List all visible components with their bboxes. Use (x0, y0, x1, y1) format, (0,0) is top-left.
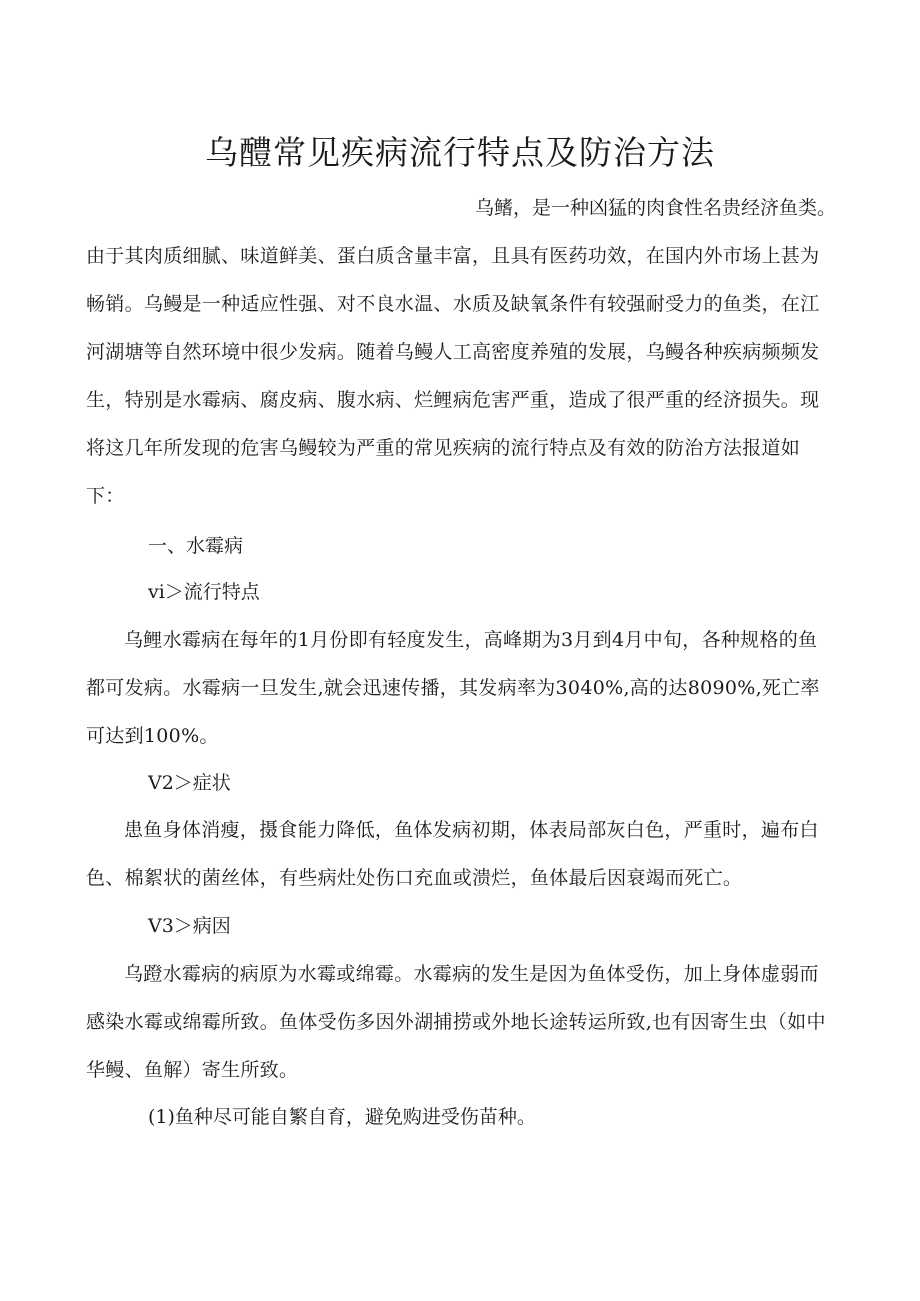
subheading-symptoms: V2＞症状 (148, 772, 231, 794)
cause-paragraph: 乌蹬水霉病的病原为水霉或绵霉。水霉病的发生是因为鱼体受伤，加上身体虚弱而感染水霉或绵霉所致。鱼体受伤多因外湖捕捞或外地长途转运所致,也有因寄生虫（如中华鳗、鱼解）寄生所致。 (86, 963, 826, 1081)
prevention-item-1: (1)鱼种尽可能自繁自育，避免购进受伤苗种。 (148, 1106, 536, 1128)
subheading-cause: V3＞病因 (148, 915, 231, 937)
subheading-epidemic-features: vi＞流行特点 (148, 581, 260, 603)
section-heading-water-mold: 一、水霉病 (148, 535, 244, 557)
symptoms-paragraph: 患鱼身体消瘦，摄食能力降低，鱼体发病初期，体表局部灰白色，严重时，遍布白色、棉絮状的菌丝体，有些病灶处伤口充血或溃烂，鱼体最后因衰竭而死亡。 (86, 819, 819, 889)
epidemic-features-paragraph: 乌鲤水霉病在每年的1月份即有轻度发生，高峰期为3月到4月中旬，各种规格的鱼都可发病。水霉病一旦发生,就会迅速传播，其发病率为3040%,高的达8090%,死亡率可达到100%。 (86, 629, 820, 747)
intro-paragraph: 由于其肉质细腻、味道鲜美、蛋白质含量丰富，且具有医药功效，在国内外市场上甚为畅销。乌鳗是一种适应性强、对不良水温、水质及缺氧条件有较强耐受力的鱼类，在江河湖塘等自然环境中很少发病。随着乌鳗人工高密度养殖的发展，乌鳗各种疾病频频发生，特别是水霉病、腐皮病、腹水病、烂鲤病危害严重，造成了很严重的经济损失。现将这几年所发现的危害乌鳗较为严重的常见疾病的流行特点及有效的防治方法报道如下： (86, 245, 820, 507)
intro-first-line: 乌鳍，是一种凶猛的肉食性名贵经济鱼类。 (474, 197, 836, 219)
document-title: 乌醴常见疾病流行特点及防治方法 (205, 133, 715, 172)
